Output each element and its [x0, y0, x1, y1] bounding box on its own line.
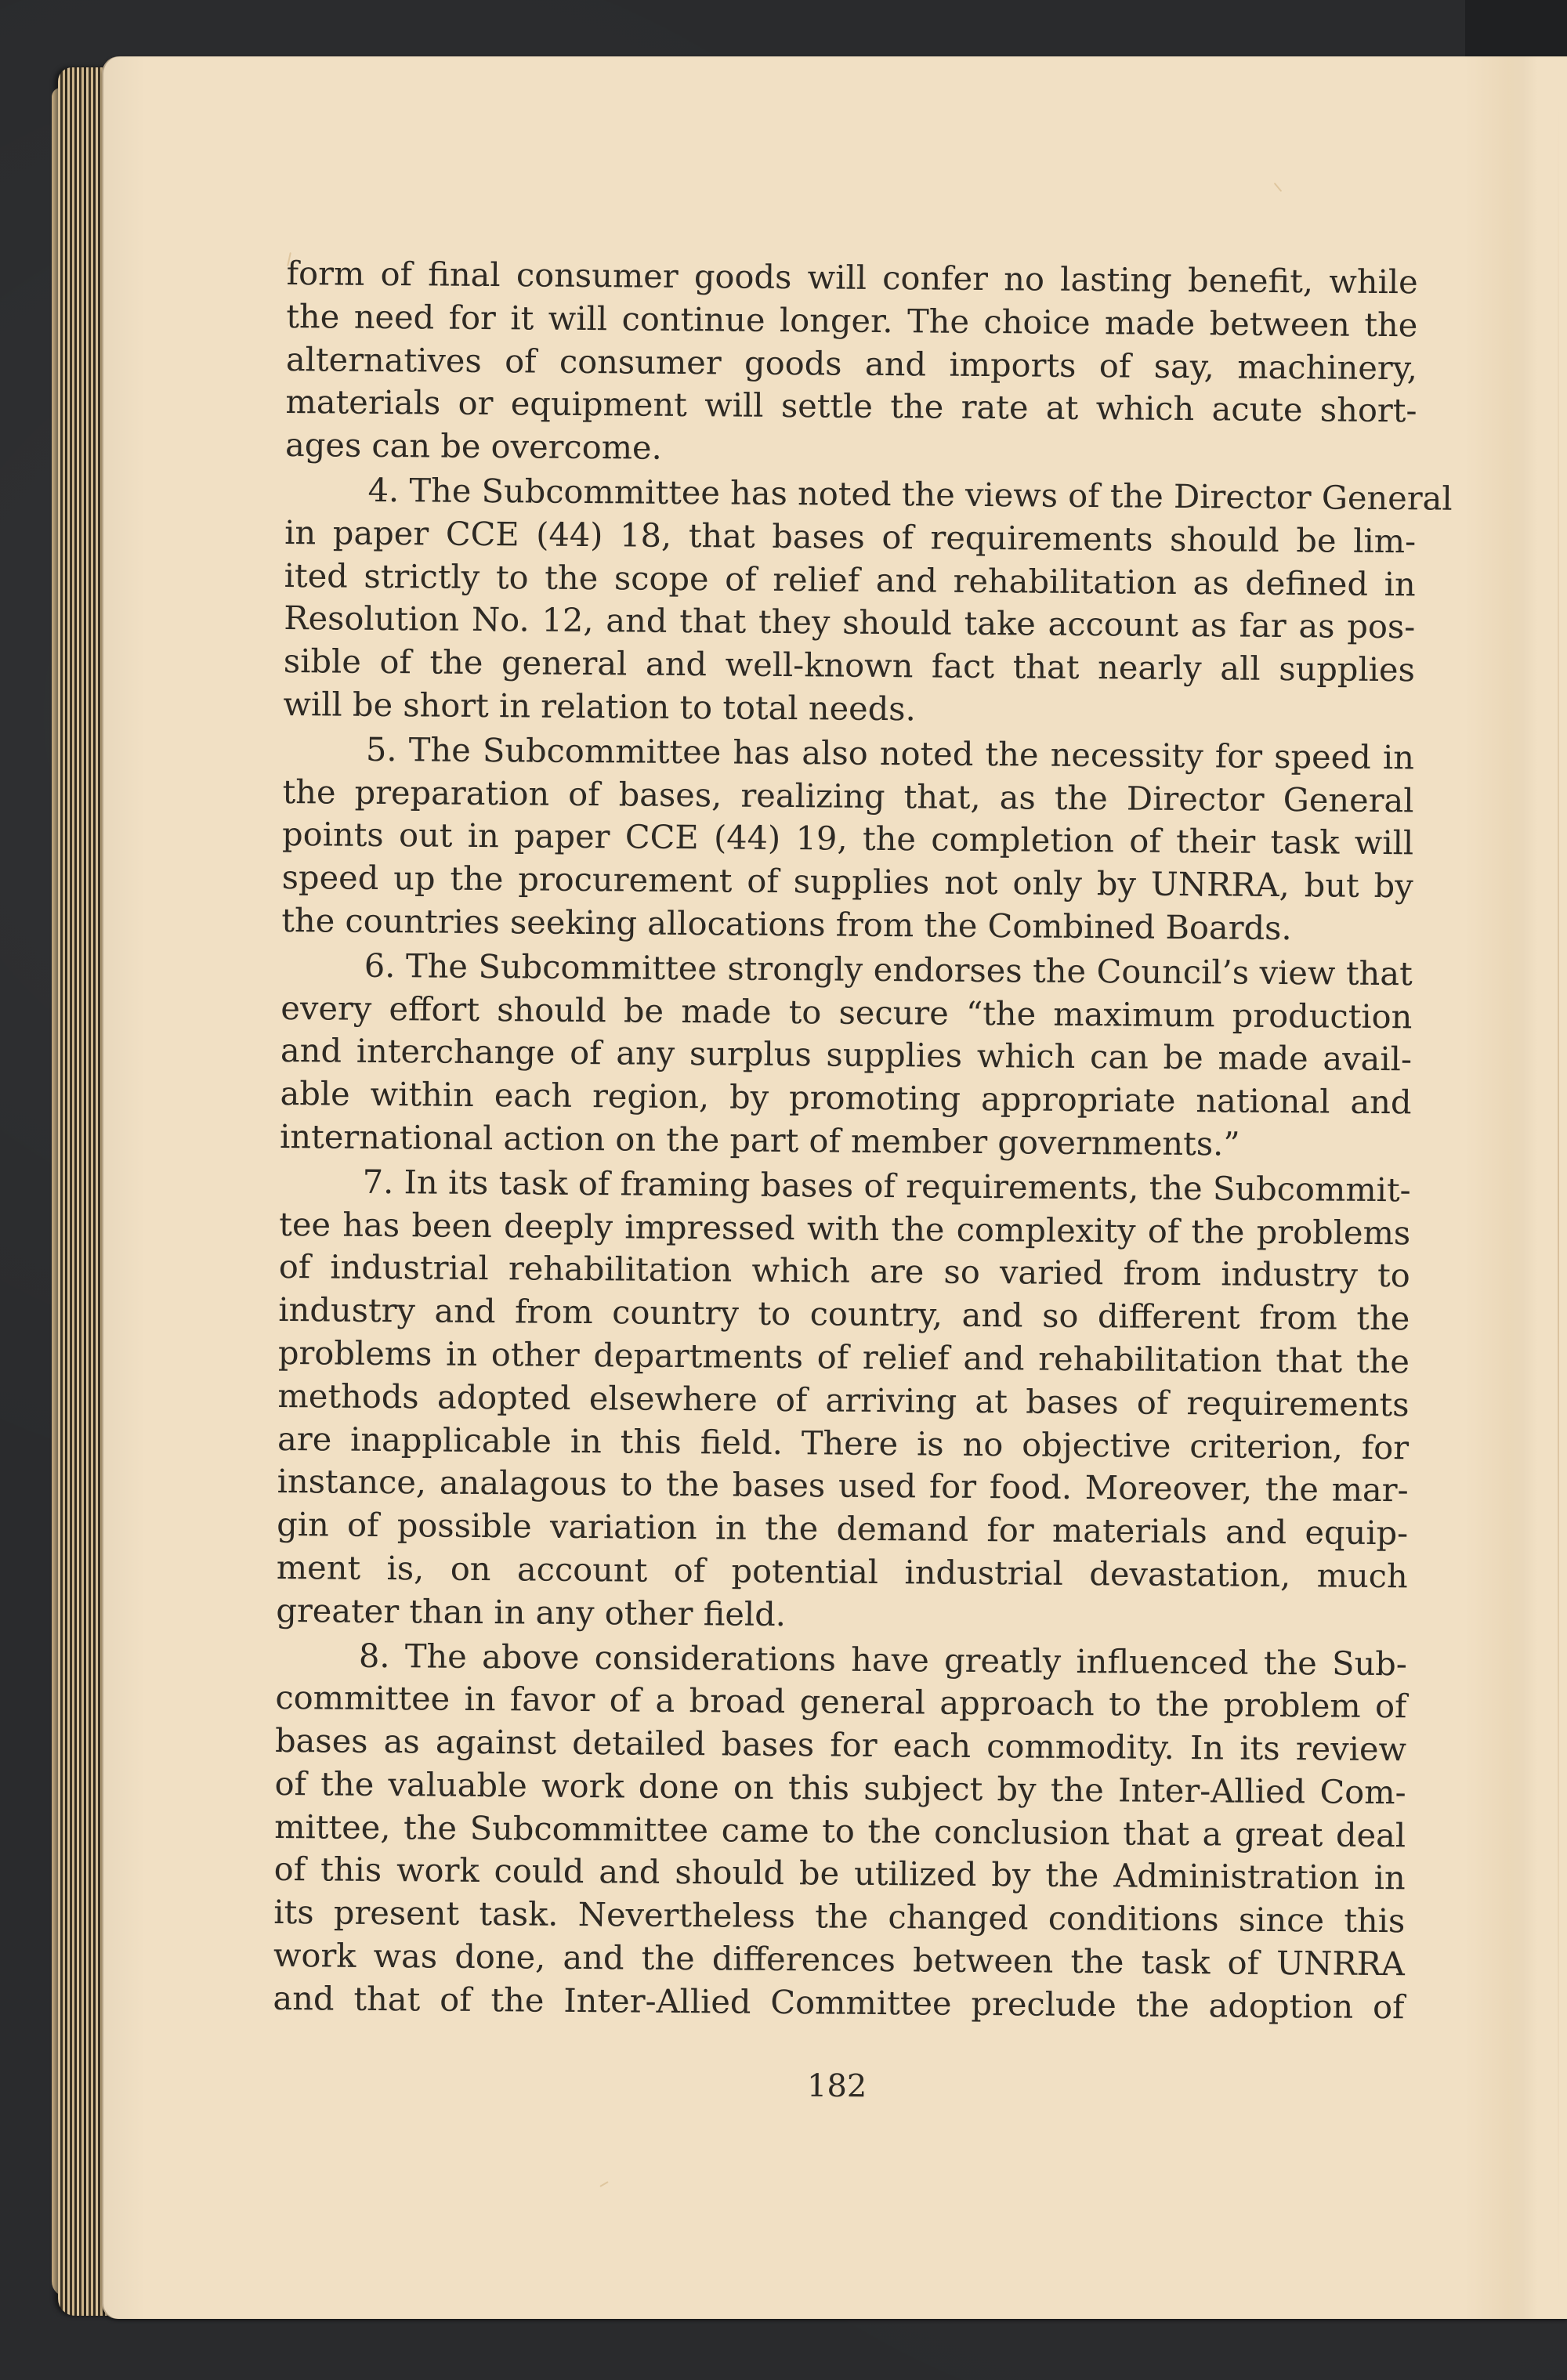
text-line: ment is, on account of potential industrial devastation, much [276, 1547, 1408, 1596]
text-line: methods adopted elsewhere of arriving at bases of requirements [277, 1376, 1410, 1424]
paragraph-number: 7. [362, 1162, 394, 1201]
text-line: industry and from country to country, and so different from the [278, 1290, 1410, 1338]
text-line: are inapplicable in this field. There is no objective criterion, for [277, 1419, 1410, 1467]
text-line: committee in favor of a broad general approach to the problem of [275, 1678, 1407, 1726]
text-line: instance, analagous to the bases used for food. Moreover, the mar- [277, 1462, 1409, 1510]
text-line: form of final consumer goods will confer no lasting benefit, while [286, 253, 1418, 302]
text-line: gin of possible variation in the demand for materials and equip- [277, 1505, 1409, 1553]
text-line: ited strictly to the scope of relief and rehabilitation as defined in [284, 555, 1416, 603]
text-line: every effort should be made to secure “the maximum production [280, 988, 1413, 1036]
text-line: will be short in relation to total needs. [283, 684, 916, 729]
text-line-content: The Subcommittee has noted the views of the Director General [409, 471, 1453, 518]
text-line: tee has been deeply impressed with the complexity of the problems [279, 1204, 1411, 1252]
text-line: greater than in any other field. [276, 1590, 787, 1633]
paragraph-5 [281, 728, 1414, 951]
page-gutter-fold [1558, 94, 1559, 2311]
paragraph-6 [280, 944, 1413, 1167]
text-line: in paper CCE (44) 18, that bases of requirements should be lim- [284, 512, 1417, 561]
text-line-content: The Subcommittee has also noted the necessity for speed in [408, 730, 1415, 777]
page-number: 182 [806, 2067, 867, 2105]
paragraph-number: 6. [364, 946, 396, 985]
paper-fiber [1274, 183, 1283, 192]
text-line: and that of the Inter-Allied Committee preclude the adoption of [273, 1978, 1405, 2027]
text-line: international action on the part of member governments.” [279, 1116, 1240, 1163]
text-line: of the valuable work done on this subject by the Inter-Allied Com- [274, 1763, 1406, 1812]
text-line: materials or equipment will settle the rate at which acute short- [285, 382, 1417, 430]
text-line: speed up the procurement of supplies not only by UNRRA, but by [281, 858, 1413, 906]
text-line: alternatives of consumer goods and imports of say, machinery, [285, 339, 1418, 387]
text-line-content: In its task of framing bases of requirements, the Subcommit- [404, 1162, 1411, 1210]
text-line: its present task. Nevertheless the changed conditions since this [273, 1893, 1406, 1941]
text-line: points out in paper CCE (44) 19, the completion of their task will [281, 815, 1414, 863]
text-line: and interchange of any surplus supplies which can be made avail- [280, 1031, 1413, 1079]
text-line: work was done, and the differences between the task of UNRRA [273, 1936, 1406, 1984]
text-line: of this work could and should be utilized by the Administration in [273, 1850, 1406, 1897]
text-line-content: The above considerations have greatly influenced the Sub- [404, 1636, 1408, 1683]
text-line: the need for it will continue longer. The choice made between the [286, 296, 1418, 345]
text-line: problems in other departments of relief and rehabilitation that the [277, 1333, 1410, 1381]
body-text [273, 252, 1453, 2031]
text-line: ages can be overcome. [284, 425, 662, 467]
paragraph-8 [273, 1633, 1407, 2028]
text-line: of industrial rehabilitation which are so varied from industry to [278, 1247, 1410, 1295]
paragraph-number: 5. [365, 729, 397, 769]
paragraph-number: 8. [358, 1636, 390, 1675]
paragraph-continuation [285, 252, 1418, 476]
paragraph-7 [276, 1160, 1411, 1641]
text-line: able within each region, by promoting appropriate national and [280, 1074, 1412, 1122]
text-line: mittee, the Subcommittee came to the conclusion that a great deal [274, 1807, 1406, 1854]
text-line: Resolution No. 12, and that they should take account as far as pos- [284, 599, 1416, 646]
text-line: the countries seeking allocations from the Combined Boards. [281, 900, 1292, 948]
text-line-content: The Subcommittee strongly endorses the Council’s view that [405, 946, 1413, 993]
paragraph-4 [283, 468, 1453, 735]
text-line: bases as against detailed bases for each commodity. In its review [274, 1721, 1407, 1769]
paper-fiber [599, 2181, 608, 2187]
text-line: sible of the general and well-known fact that nearly all supplies [283, 642, 1416, 689]
paragraph-number: 4. [367, 470, 400, 510]
text-line: the preparation of bases, realizing that, as the Director General [282, 772, 1414, 819]
